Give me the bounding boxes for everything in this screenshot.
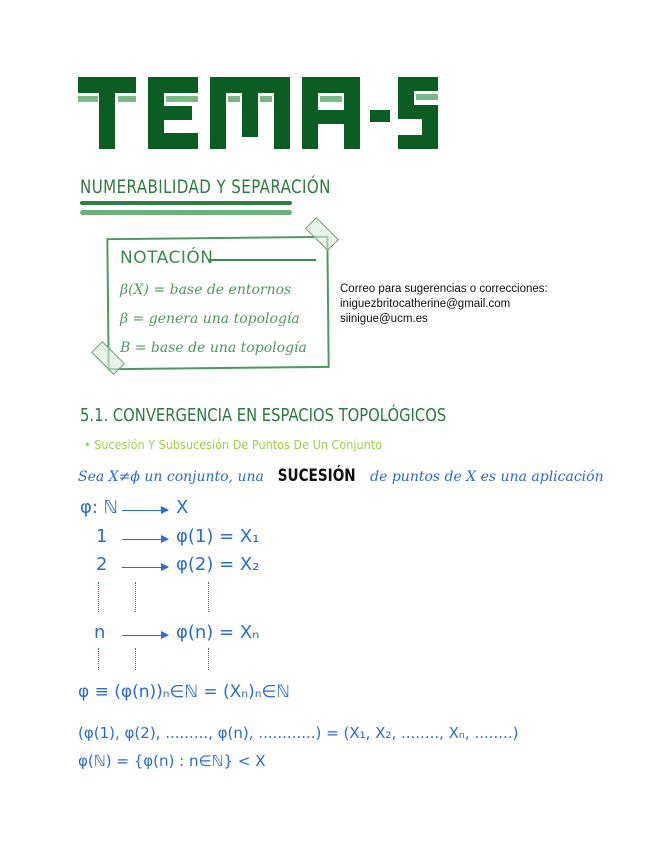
definition-part1: Sea X≠ϕ un conjunto, una xyxy=(78,469,264,485)
arrow-icon xyxy=(122,510,168,511)
subsection-bullet: • Sucesión Y Subsucesión De Puntos De Un Conjunto xyxy=(84,437,383,452)
subtitle-underline xyxy=(80,201,292,205)
notation-row: β(X) = base de entornos xyxy=(120,282,292,298)
sequence-image: φ(ℕ) = {φ(n) : n∈ℕ} < X xyxy=(78,752,266,770)
mapping-left: 1 xyxy=(96,526,108,547)
contact-email: iniguezbritocatherine@gmail.com xyxy=(340,298,511,310)
arrow-icon xyxy=(122,635,168,636)
mapping-left: 2 xyxy=(96,554,108,575)
mapping-right: φ(2) = X₂ xyxy=(176,554,260,575)
definition-sentence xyxy=(78,466,604,486)
vertical-dots-icon xyxy=(98,648,99,670)
sequence-equivalence: φ ≡ (φ(n))ₙ∈ℕ = (Xₙ)ₙ∈ℕ xyxy=(78,682,290,702)
contact-email: siinigue@ucm.es xyxy=(340,313,428,325)
contact-line: Correo para sugerencias o correcciones: xyxy=(340,283,548,295)
subtitle-underline-light xyxy=(80,210,292,215)
mapping-codomain: X xyxy=(176,497,189,518)
arrow-icon xyxy=(122,567,168,568)
sequence-tuple: (φ(1), φ(2), ........., φ(n), ............) = (X₁, X₂, ........, Xₙ, ........) xyxy=(78,724,519,742)
vertical-dots-icon xyxy=(98,582,99,612)
definition-keyword: SUCESIÓN xyxy=(278,466,356,486)
arrow-icon xyxy=(122,539,168,540)
notation-row: β = genera una topología xyxy=(120,311,300,327)
svg-text:TEMA-5: TEMA-5 xyxy=(78,72,82,73)
notation-heading: NOTACIÓN xyxy=(120,248,214,268)
section-heading: 5.1. CONVERGENCIA EN ESPACIOS TOPOLÓGICOS xyxy=(80,405,447,426)
mapping-right: φ(1) = X₁ xyxy=(176,526,260,547)
notation-row: B = base de una topología xyxy=(120,340,307,356)
page-title xyxy=(78,72,438,154)
notation-heading-line xyxy=(208,259,316,261)
vertical-dots-icon xyxy=(135,648,136,670)
mapping-domain: φ: ℕ xyxy=(80,497,119,518)
contact-block xyxy=(340,282,548,327)
mapping-left: n xyxy=(94,622,106,643)
vertical-dots-icon xyxy=(208,648,209,670)
mapping-right: φ(n) = Xₙ xyxy=(176,622,260,643)
vertical-dots-icon xyxy=(135,582,136,612)
vertical-dots-icon xyxy=(208,582,209,612)
subtitle: NUMERABILIDAD Y SEPARACIÓN xyxy=(80,176,331,198)
definition-part2: de puntos de X es una aplicación xyxy=(370,469,604,485)
